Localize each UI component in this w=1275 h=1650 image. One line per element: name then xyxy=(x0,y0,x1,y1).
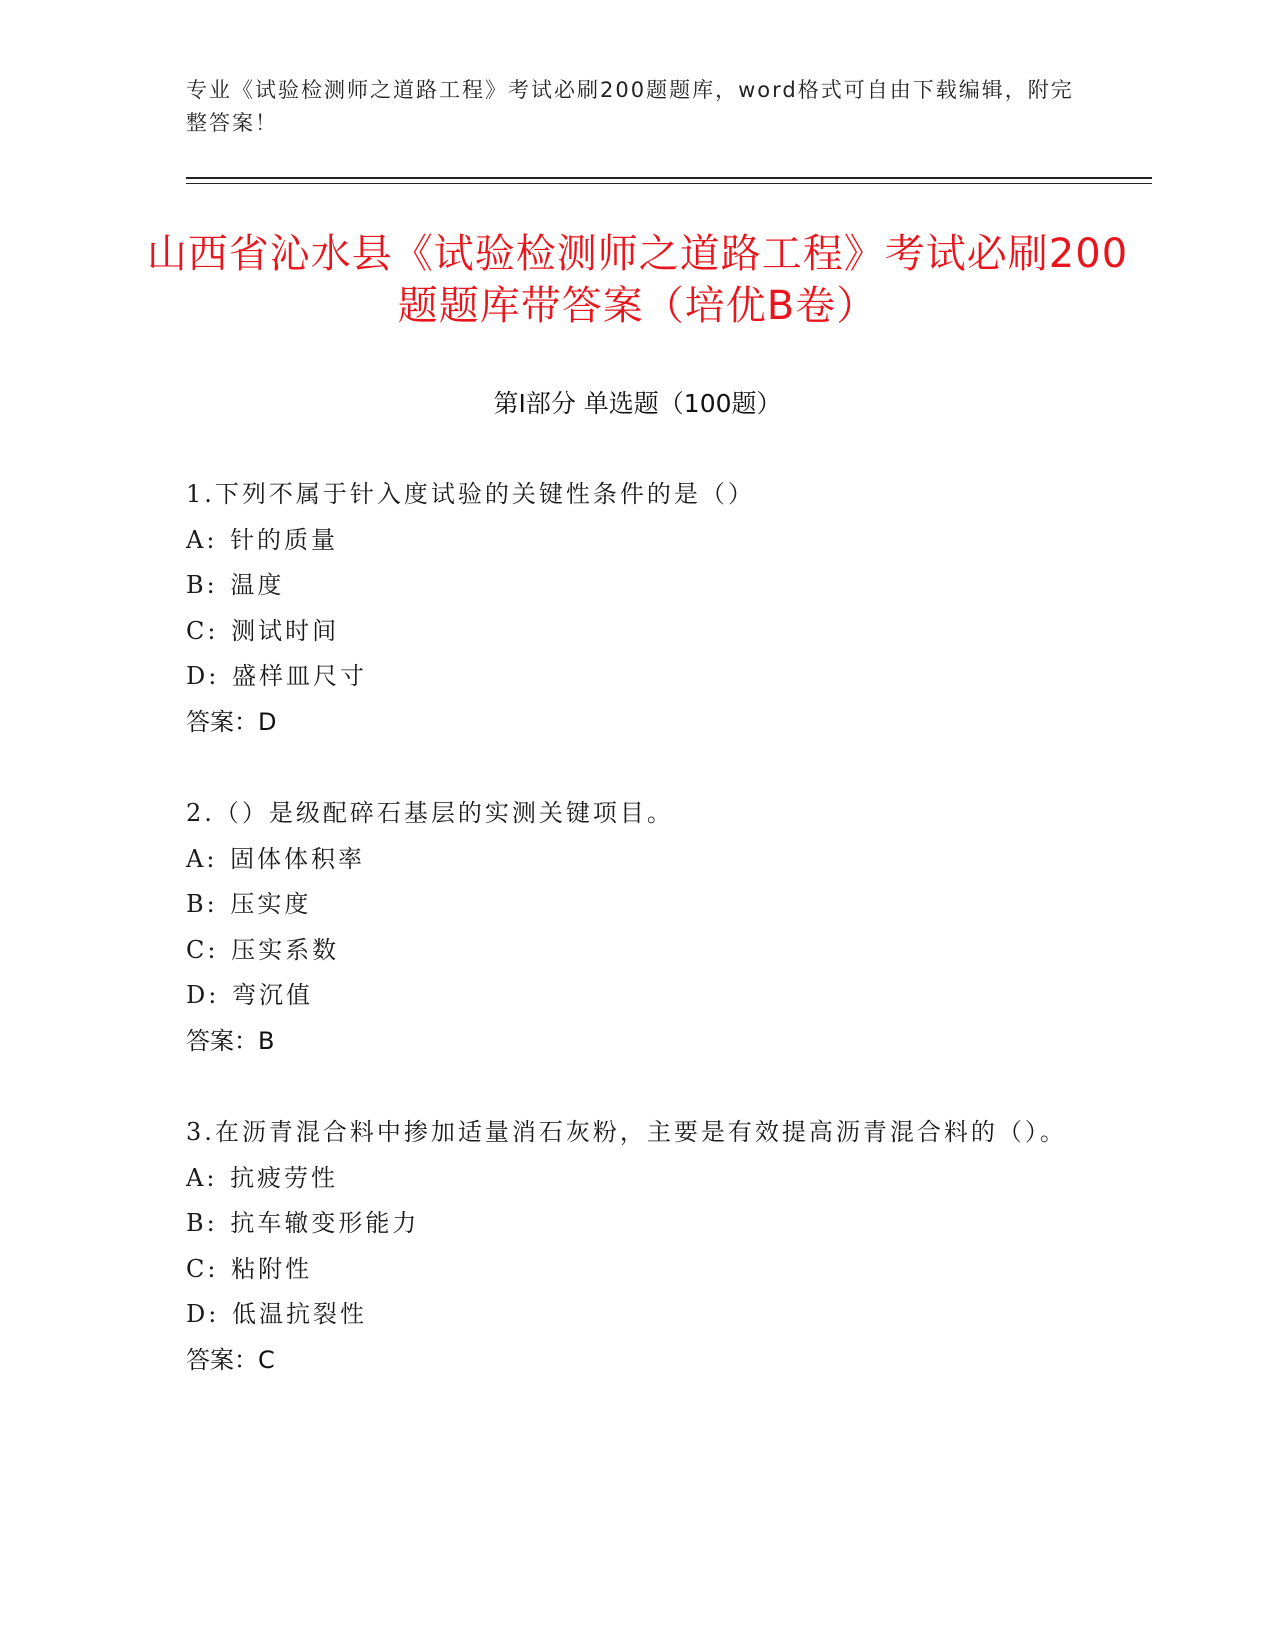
option-letter: C: xyxy=(186,1254,219,1283)
question-stem: 2.（）是级配碎石基层的实测关键项目。 xyxy=(186,799,674,827)
option-a xyxy=(186,837,1086,883)
option-letter: D: xyxy=(186,1300,220,1328)
option-b xyxy=(186,1201,1086,1247)
option-letter: B: xyxy=(186,1209,218,1237)
option-text: 弯沉值 xyxy=(231,981,313,1009)
option-text: 测试时间 xyxy=(231,616,340,645)
option-text: 粘附性 xyxy=(231,1254,313,1283)
option-letter: A: xyxy=(186,525,218,554)
option-letter: B: xyxy=(186,571,218,599)
answer-line: 答案：C xyxy=(186,1345,275,1374)
header-divider-thick xyxy=(186,177,1152,179)
header-note: 专业《试验检测师之道路工程》考试必刷200题题库，word格式可自由下载编辑，附完整答案！ xyxy=(186,78,1074,135)
option-c xyxy=(186,1247,1086,1293)
question-2 xyxy=(186,791,1086,1064)
option-text: 压实度 xyxy=(230,890,312,918)
option-b xyxy=(186,882,1086,928)
question-1 xyxy=(186,472,1086,745)
question-3 xyxy=(186,1110,1086,1383)
option-d xyxy=(186,1292,1086,1338)
option-c xyxy=(186,928,1086,974)
option-text: 针的质量 xyxy=(230,525,339,554)
option-a xyxy=(186,518,1086,564)
option-a xyxy=(186,1156,1086,1202)
option-text: 抗车辙变形能力 xyxy=(230,1209,420,1237)
option-text: 固体体积率 xyxy=(230,844,366,873)
option-text: 抗疲劳性 xyxy=(230,1163,339,1192)
option-letter: A: xyxy=(186,1163,218,1192)
section-title: 第Ⅰ部分 单选题（100题） xyxy=(493,389,782,418)
option-letter: D: xyxy=(186,662,220,690)
option-d xyxy=(186,654,1086,700)
question-list xyxy=(186,472,1086,1429)
option-letter: D: xyxy=(186,981,220,1009)
option-text: 压实系数 xyxy=(231,935,340,964)
answer-line: 答案：B xyxy=(186,1026,275,1055)
option-text: 温度 xyxy=(230,571,285,599)
option-letter: B: xyxy=(186,890,218,918)
option-c xyxy=(186,609,1086,655)
option-letter: C: xyxy=(186,616,219,645)
header-divider-thin xyxy=(186,183,1152,184)
option-text: 盛样皿尺寸 xyxy=(231,662,367,690)
option-letter: A: xyxy=(186,844,218,873)
option-letter: C: xyxy=(186,935,219,964)
option-b xyxy=(186,563,1086,609)
question-stem: 1.下列不属于针入度试验的关键性条件的是（） xyxy=(186,480,755,508)
document-title: 山西省沁水县《试验检测师之道路工程》考试必刷200题题库带答案（培优B卷） xyxy=(146,231,1129,329)
answer-line: 答案：D xyxy=(186,707,277,736)
option-text: 低温抗裂性 xyxy=(231,1300,367,1328)
question-stem: 3.在沥青混合料中掺加适量消石灰粉，主要是有效提高沥青混合料的（）。 xyxy=(186,1118,1067,1146)
option-d xyxy=(186,973,1086,1019)
